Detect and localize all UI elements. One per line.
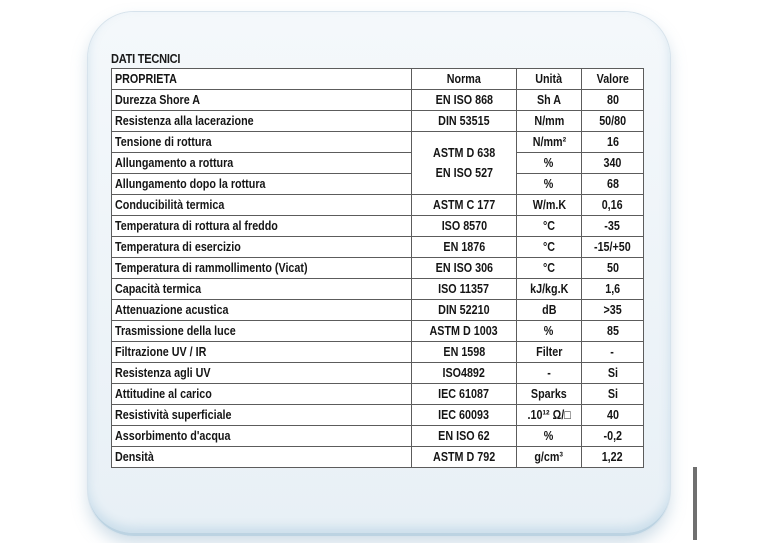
cell-unit: Sh A [517, 90, 582, 111]
cell-property: Attenuazione acustica [112, 300, 412, 321]
norm-line: EN ISO 527 [435, 166, 493, 180]
cell-value: 80 [582, 90, 644, 111]
cell-property: Capacità termica [112, 279, 412, 300]
table-row [112, 90, 644, 111]
cell-property: Resistenza agli UV [112, 363, 412, 384]
cell-value: 68 [582, 174, 644, 195]
cell-unit: - [517, 363, 582, 384]
table-row [112, 279, 644, 300]
cell-norm: IEC 60093 [412, 405, 517, 426]
table-row [112, 447, 644, 468]
cell-unit: Sparks [517, 384, 582, 405]
cell-value: -0,2 [582, 426, 644, 447]
cell-property: Resistenza alla lacerazione [112, 111, 412, 132]
cell-unit: W/m.K [517, 195, 582, 216]
cell-norm: EN ISO 62 [412, 426, 517, 447]
technical-data-sheet [111, 50, 643, 468]
norm-line: ASTM D 638 [432, 146, 496, 160]
cell-norm: ISO4892 [412, 363, 517, 384]
cell-value: 50/80 [582, 111, 644, 132]
cell-value: 50 [582, 258, 644, 279]
cell-property: Tensione di rottura [112, 132, 412, 153]
cell-property: Durezza Shore A [112, 90, 412, 111]
header-value: Valore [582, 69, 644, 90]
side-bar [693, 467, 697, 540]
cell-unit: % [517, 174, 582, 195]
header-norm: Norma [412, 69, 517, 90]
cell-unit: N/mm [517, 111, 582, 132]
cell-unit: g/cm³ [517, 447, 582, 468]
cell-value: 85 [582, 321, 644, 342]
cell-norm: IEC 61087 [412, 384, 517, 405]
header-unit: Unità [517, 69, 582, 90]
cell-value: -35 [582, 216, 644, 237]
cell-value: Si [582, 384, 644, 405]
cell-norm-merged [412, 132, 517, 195]
cell-value: 0,16 [582, 195, 644, 216]
cell-value: 1,6 [582, 279, 644, 300]
cell-norm: ASTM D 1003 [412, 321, 517, 342]
document-title: DATI TECNICI [111, 51, 181, 66]
cell-unit: .10¹² Ω/□ [517, 405, 582, 426]
table-row [112, 321, 644, 342]
table-row [112, 258, 644, 279]
cell-property: Assorbimento d'acqua [112, 426, 412, 447]
cell-norm: ASTM D 792 [412, 447, 517, 468]
table-row [112, 174, 644, 195]
cell-norm: DIN 52210 [412, 300, 517, 321]
cell-norm: EN ISO 306 [412, 258, 517, 279]
cell-property: Resistività superficiale [112, 405, 412, 426]
cell-value: Si [582, 363, 644, 384]
cell-property: Densità [112, 447, 412, 468]
cell-unit: % [517, 426, 582, 447]
cell-value: -15/+50 [582, 237, 644, 258]
cell-property: Trasmissione della luce [112, 321, 412, 342]
table-row [112, 237, 644, 258]
table-row [112, 216, 644, 237]
cell-property: Allungamento a rottura [112, 153, 412, 174]
cell-unit: % [517, 153, 582, 174]
cell-norm: DIN 53515 [412, 111, 517, 132]
cell-value: >35 [582, 300, 644, 321]
cell-value: - [582, 342, 644, 363]
cell-norm: EN 1876 [412, 237, 517, 258]
table-row [112, 132, 644, 153]
table-row [112, 363, 644, 384]
table-row [112, 300, 644, 321]
cell-unit: N/mm² [517, 132, 582, 153]
cell-norm: ISO 11357 [412, 279, 517, 300]
cell-norm: EN 1598 [412, 342, 517, 363]
cell-value: 16 [582, 132, 644, 153]
cell-property: Temperatura di rammollimento (Vicat) [112, 258, 412, 279]
cell-unit: °C [517, 237, 582, 258]
cell-unit: % [517, 321, 582, 342]
cell-value: 40 [582, 405, 644, 426]
table-row [112, 153, 644, 174]
specs-table [111, 68, 644, 468]
table-header-row [112, 69, 644, 90]
cell-unit: °C [517, 258, 582, 279]
cell-norm: ISO 8570 [412, 216, 517, 237]
cell-property: Conducibilità termica [112, 195, 412, 216]
table-row [112, 111, 644, 132]
table-row [112, 384, 644, 405]
header-property: PROPRIETA [112, 69, 412, 90]
cell-unit: °C [517, 216, 582, 237]
cell-value: 340 [582, 153, 644, 174]
table-row [112, 405, 644, 426]
cell-unit: kJ/kg.K [517, 279, 582, 300]
cell-norm: EN ISO 868 [412, 90, 517, 111]
cell-property: Temperatura di esercizio [112, 237, 412, 258]
cell-property: Allungamento dopo la rottura [112, 174, 412, 195]
cell-unit: dB [517, 300, 582, 321]
table-row [112, 342, 644, 363]
specs-table-body [112, 90, 644, 468]
cell-value: 1,22 [582, 447, 644, 468]
table-row [112, 195, 644, 216]
cell-unit: Filter [517, 342, 582, 363]
cell-norm: ASTM C 177 [412, 195, 517, 216]
cell-property: Temperatura di rottura al freddo [112, 216, 412, 237]
table-row [112, 426, 644, 447]
cell-property: Filtrazione UV / IR [112, 342, 412, 363]
cell-property: Attitudine al carico [112, 384, 412, 405]
